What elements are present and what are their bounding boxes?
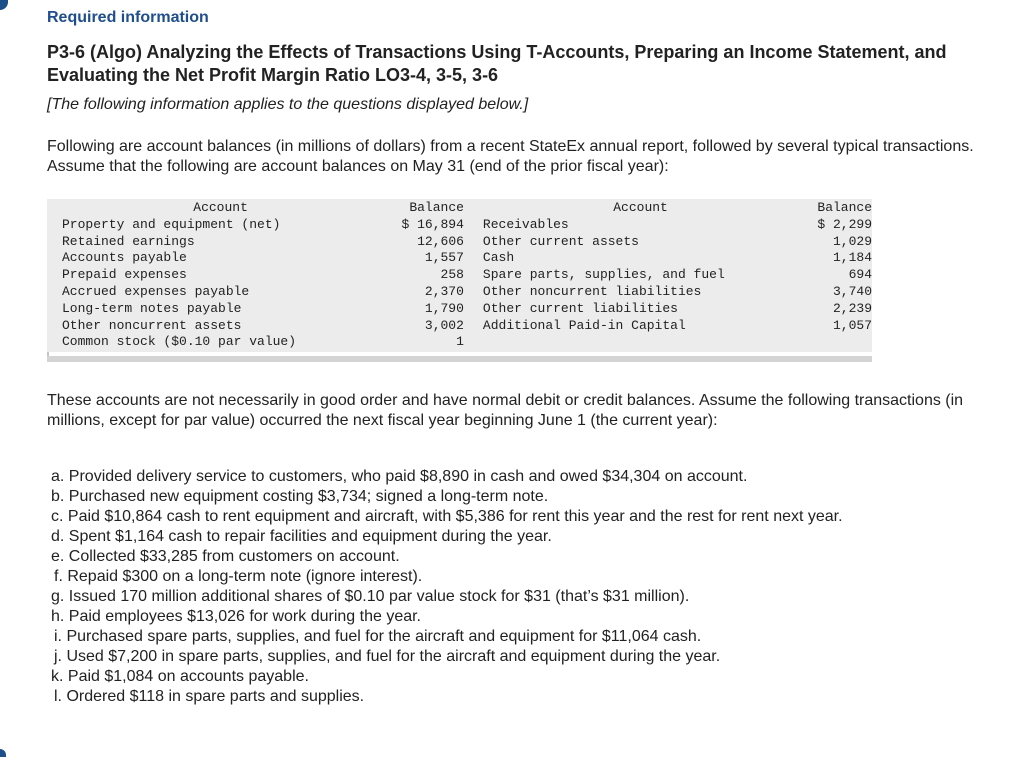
account-balance: 1,184 [832, 250, 872, 266]
account-name: Cash [482, 250, 515, 266]
account-name: Other noncurrent liabilities [482, 283, 702, 299]
account-balance: 1 [456, 334, 464, 350]
account-name: Property and equipment (net) [62, 216, 281, 232]
transaction-item-k: k. Paid $1,084 on accounts payable. [51, 668, 309, 685]
account-name: Common stock ($0.10 par value) [62, 334, 297, 350]
account-name: Receivables [482, 216, 569, 232]
transaction-item-c: c. Paid $10,864 cash to rent equipment and aircraft, with $5,386 for rent this year and the rest for rent next year. [51, 508, 843, 525]
transaction-item-b: b. Purchased new equipment costing $3,734; signed a long-term note. [51, 488, 549, 505]
info-note: [The following information applies to the questions displayed below.] [47, 96, 529, 113]
transaction-item-g: g. Issued 170 million additional shares of $0.10 par value stock for $31 (that’s $31 million). [51, 588, 690, 605]
account-balance: 3,002 [424, 317, 464, 333]
account-name [464, 334, 798, 351]
account-name: Other current assets [482, 233, 639, 249]
transaction-item-a: a. Provided delivery service to customers, who paid $8,890 in cash and owed $34,304 on account. [51, 468, 748, 485]
account-balance: 2,239 [832, 300, 872, 316]
account-balance: 2,370 [424, 283, 464, 299]
left-edge-accent-bottom [0, 749, 6, 757]
account-balance: 1,029 [832, 233, 872, 249]
account-balance: 1,790 [424, 300, 464, 316]
table-row [47, 267, 872, 284]
header-account-2: Account [613, 200, 668, 215]
transaction-item-f: f. Repaid $300 on a long-term note (ignore interest). [54, 568, 423, 585]
header-balance-1: Balance [409, 200, 464, 215]
account-name: Prepaid expenses [62, 267, 187, 283]
account-balances-table-container [47, 199, 872, 362]
transaction-item-e: e. Collected $33,285 from customers on account. [51, 548, 400, 565]
account-name: Additional Paid-in Capital [482, 317, 686, 333]
table-row [47, 234, 872, 251]
left-edge-accent [0, 0, 8, 10]
intro-paragraph: Following are account balances (in millions of dollars) from a recent StateEx annual report, followed by several typical transactions. Assume that the following are account balances on May 31 (end of the prior fiscal year): [47, 138, 974, 175]
table-row [47, 301, 872, 318]
account-name: Long-term notes payable [62, 300, 242, 316]
account-balance: 258 [440, 267, 464, 283]
account-name: Accounts payable [62, 250, 187, 266]
table-row [47, 334, 872, 351]
account-balance [798, 334, 872, 351]
account-balance: $ 2,299 [817, 216, 872, 232]
account-balance: 1,557 [424, 250, 464, 266]
account-balances-table [47, 200, 872, 351]
account-name: Other noncurrent assets [62, 317, 242, 333]
account-balance: 1,057 [832, 317, 872, 333]
transactions-intro-paragraph: These accounts are not necessarily in good order and have normal debit or credit balances. Assume the following transactions (in millions, except for par value) occurred the next fiscal year beginning June 1 (the current year): [47, 392, 964, 429]
account-balance: 3,740 [832, 283, 872, 299]
transaction-item-d: d. Spent $1,164 cash to repair facilities and equipment during the year. [51, 528, 552, 545]
required-information-heading: Required information [47, 9, 209, 26]
transaction-item-l: l. Ordered $118 in spare parts and supplies. [54, 688, 365, 705]
account-name: Retained earnings [62, 233, 195, 249]
account-balance: $ 16,894 [401, 216, 464, 232]
problem-title: P3-6 (Algo) Analyzing the Effects of Transactions Using T-Accounts, Preparing an Income Statement, and Evaluating the Net Profit Margin Ratio LO3-4, 3-5, 3-6 [47, 42, 947, 85]
account-name: Spare parts, supplies, and fuel [482, 267, 725, 283]
transaction-item-j: j. Used $7,200 in spare parts, supplies, and fuel for the aircraft and equipment during the year. [54, 648, 721, 665]
table-header-row [47, 200, 872, 217]
table-row [47, 217, 872, 234]
table-row [47, 250, 872, 267]
table-row [47, 318, 872, 335]
account-name: Accrued expenses payable [62, 283, 250, 299]
table-row [47, 284, 872, 301]
account-name: Other current liabilities [482, 300, 678, 316]
header-balance-2: Balance [817, 200, 872, 215]
transaction-item-i: i. Purchased spare parts, supplies, and fuel for the aircraft and equipment for $11,064 cash. [54, 628, 702, 645]
account-balance: 694 [848, 267, 872, 283]
table-scrollbar[interactable] [47, 356, 872, 362]
account-balance: 12,606 [417, 233, 464, 249]
header-account-1: Account [193, 200, 248, 215]
transaction-item-h: h. Paid employees $13,026 for work during the year. [51, 608, 421, 625]
